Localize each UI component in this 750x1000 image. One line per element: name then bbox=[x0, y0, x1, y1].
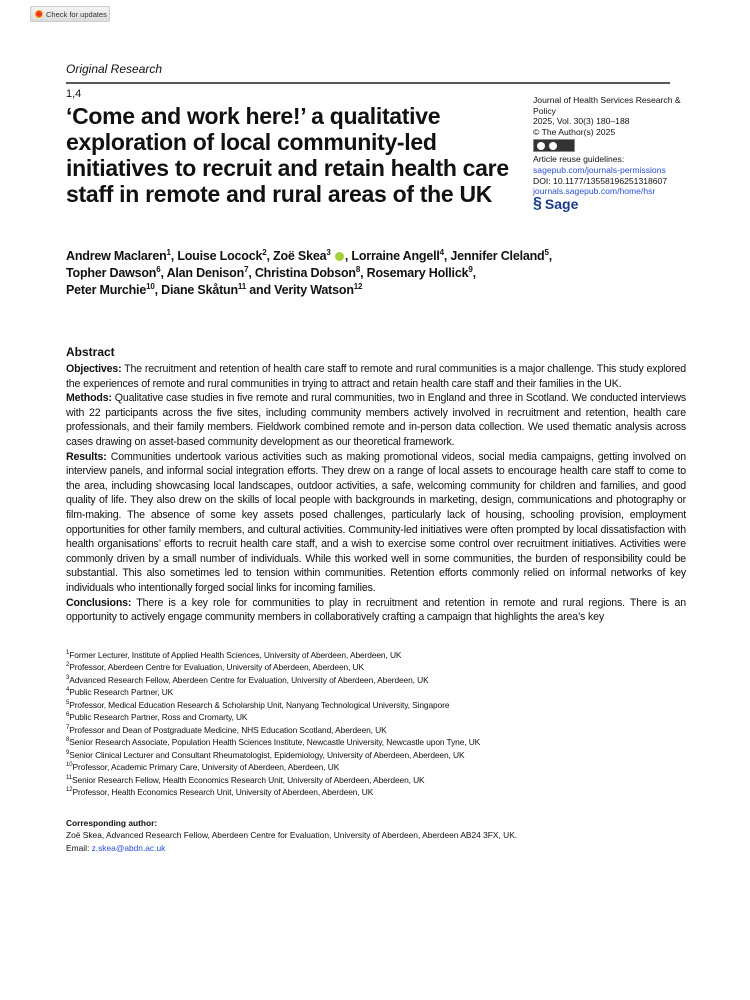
author: Verity Watson bbox=[274, 283, 354, 297]
affiliation-number: 11 bbox=[66, 774, 73, 781]
affiliation-number: 8 bbox=[66, 737, 70, 744]
affiliation-text: Senior Clinical Lecturer and Consultant Rheumatologist, Epidemiology, University of Aberdeen, Aberdeen, UK bbox=[69, 749, 465, 760]
author: Louise Locock bbox=[177, 249, 263, 263]
author-affiliation-number: 2 bbox=[262, 247, 267, 257]
affiliation bbox=[66, 674, 686, 687]
publisher-name: Sage bbox=[544, 195, 579, 212]
check-for-updates-label: Check for updates bbox=[46, 9, 107, 19]
email-label: Email: bbox=[66, 842, 92, 853]
author: Zoë Skea bbox=[273, 249, 327, 263]
author-affiliation-number: 6 bbox=[156, 264, 161, 274]
affiliation-number: 12 bbox=[66, 787, 73, 794]
abstract-section bbox=[66, 596, 686, 625]
author: Peter Murchie bbox=[66, 283, 147, 297]
author-affiliation-number: 8 bbox=[355, 264, 361, 274]
author: Andrew Maclaren bbox=[66, 249, 167, 263]
author: Jennifer Cleland bbox=[450, 249, 545, 263]
cc-by-icon[interactable] bbox=[533, 139, 575, 152]
affiliation-text: Public Research Partner, UK bbox=[69, 687, 174, 698]
affiliation-text: Senior Research Associate, Population Health Sciences Institute, Newcastle University, Newcastle upon Tyne, UK bbox=[69, 737, 481, 748]
affiliation bbox=[66, 774, 686, 787]
orcid-icon[interactable] bbox=[335, 252, 344, 261]
abstract-section bbox=[66, 391, 686, 449]
reuse-link[interactable]: sagepub.com/journals-permissions bbox=[533, 164, 666, 175]
author-affiliation-number: 5 bbox=[544, 247, 549, 257]
author-affiliation-number: 7 bbox=[244, 264, 249, 274]
affiliation-number: 5 bbox=[66, 699, 70, 706]
abstract-section-label: Results: bbox=[66, 450, 107, 463]
journal-name: Journal of Health Services Research & Policy bbox=[533, 95, 681, 116]
author-affiliation-number: 12 bbox=[353, 281, 363, 291]
author-affiliation-number: 11 bbox=[237, 281, 246, 291]
crossmark-icon bbox=[35, 10, 43, 18]
abstract-section bbox=[66, 450, 686, 596]
sage-s-icon: § bbox=[533, 194, 542, 212]
affiliation-text: Professor and Dean of Postgraduate Medicine, NHS Education Scotland, Aberdeen, UK bbox=[69, 724, 387, 735]
header-rule bbox=[66, 82, 670, 84]
abstract-section-text: Communities undertook various activities such as making promotional videos, social media campaigns, getting involved on interview panels, and informal social integration efforts. They drew on a range of local assets to encourage health care staff to come to the area, including showcasing local landscapes, outdoor activities, a safe, welcoming community for children and families, and good quality of life. They also drew on the skills of local people with backgrounds in marketing, design, communications and photography or film-making. The absence of some key assets posed challenges, particularly lack of housing, schooling provision, employment opportunities for other family members, and cultural activities. Community-led initiatives were often prompted by local dissatisfaction with health organisations’ efforts to recruit health care staff, and a wish to exercise some control over recruitment initiatives. Activities were commonly driven by a small number of individuals. While this worked well in some communities, the burden of responsibility could be substantial. This also sometimes led to tension within communities. Retention efforts commonly relied on informal networks of key individuals who intentionally forged social links for incoming families. bbox=[66, 450, 686, 594]
author-affiliation-number: 10 bbox=[146, 281, 155, 291]
affiliations bbox=[66, 649, 686, 799]
affiliation-text: Professor, Medical Education Research & Scholarship Unit, Nanyang Technological University, Singapore bbox=[69, 699, 450, 710]
affiliation bbox=[66, 786, 686, 799]
abstract-section bbox=[66, 362, 686, 391]
corresponding-heading: Corresponding author: bbox=[66, 817, 158, 828]
sage-logo bbox=[533, 194, 683, 212]
affiliation bbox=[66, 711, 686, 724]
abstract-section-label: Conclusions: bbox=[66, 596, 132, 609]
corresponding-text: Zoë Skea, Advanced Research Fellow, Aberdeen Centre for Evaluation, University of Aberdeen, Aberdeen AB24 3FX, UK. bbox=[66, 830, 518, 841]
affiliation-text: Advanced Research Fellow, Aberdeen Centre for Evaluation, University of Aberdeen, Aberdeen, UK bbox=[69, 674, 429, 685]
abstract-section-text: The recruitment and retention of health care staff to remote and rural communities is a major challenge. This study explored the experiences of remote and rural communities in trying to attract and retain health care staff and their families in the UK. bbox=[66, 363, 686, 390]
affiliation-text: Public Research Partner, Ross and Cromarty, UK bbox=[69, 712, 248, 723]
affiliation-text: Senior Research Fellow, Health Economics Research Unit, University of Aberdeen, Aberdeen, UK bbox=[72, 774, 425, 785]
affiliation-number: 7 bbox=[66, 724, 70, 731]
affiliation-number: 2 bbox=[66, 662, 70, 669]
affiliation bbox=[66, 686, 686, 699]
author-affiliation-number: 9 bbox=[468, 264, 473, 274]
affiliation bbox=[66, 699, 686, 712]
author: Alan Denison bbox=[166, 266, 245, 280]
abstract-section-label: Methods: bbox=[66, 392, 112, 405]
journal-link[interactable]: journals.sagepub.com/home/hsr bbox=[533, 186, 656, 197]
affiliation bbox=[66, 724, 686, 737]
affiliation-number: 4 bbox=[66, 687, 70, 694]
affiliation bbox=[66, 761, 686, 774]
affiliation-text: Professor, Academic Primary Care, University of Aberdeen, Aberdeen, UK bbox=[72, 762, 340, 773]
affiliation-number: 10 bbox=[66, 762, 73, 769]
author: Diane Skåtun bbox=[161, 283, 238, 297]
journal-info bbox=[533, 95, 683, 212]
affiliation-number: 1 bbox=[66, 649, 70, 656]
affiliation-number: 9 bbox=[66, 749, 70, 756]
affiliation-number: 6 bbox=[66, 712, 70, 719]
copyright: © The Author(s) 2025 bbox=[533, 126, 616, 137]
email-link[interactable]: z.skea@abdn.ac.uk bbox=[91, 842, 166, 853]
author-list: Andrew Maclaren$^1$, Louise Locock$^2$, Zoë Skea$^3$ , Lorraine Angell$^4$, Jennifer Cleland$^5$, Topher Dawson$^6$, Alan Denison$^7$, Christina Dobson$^8$, Rosemary Hollick$^9$, Peter Murchie$^{10}$, Diane Skåtun$^{11}$ and Verity Watson$^{12}$ bbox=[66, 247, 553, 297]
journal-volume: 2025, Vol. 30(3) 180–188 bbox=[533, 116, 630, 127]
article-title: ‘Come and work here!’ a qualitative exploration of local community-led initiatives to recruit and retain health care staff in remote and rural areas of the UK bbox=[66, 103, 509, 207]
corresponding-author bbox=[66, 817, 686, 875]
author: Christina Dobson bbox=[254, 266, 356, 280]
section-label: Original Research bbox=[66, 62, 163, 76]
abstract-section-label: Objectives: bbox=[66, 363, 122, 375]
abstract-body bbox=[66, 362, 686, 625]
author-affiliation-number: 4 bbox=[439, 247, 444, 257]
affiliation bbox=[66, 749, 686, 762]
affiliation bbox=[66, 661, 686, 674]
check-for-updates-button[interactable] bbox=[30, 6, 110, 22]
author: Topher Dawson bbox=[66, 266, 157, 280]
author-affiliation-number: 3 bbox=[326, 247, 331, 257]
title-superscript: 1,4 bbox=[66, 88, 82, 100]
reuse-label: Article reuse guidelines: bbox=[533, 154, 625, 165]
abstract-heading: Abstract bbox=[66, 345, 115, 359]
abstract-section-text: There is a key role for communities to play in recruitment and retention in remote and rural regions. There is an opportunity to actively engage community members in collaboratively crafting a campaign that highlights the area’s key bbox=[66, 596, 686, 624]
affiliation-text: Professor, Health Economics Research Unit, University of Aberdeen, Aberdeen, UK bbox=[72, 787, 374, 798]
affiliation-text: Former Lecturer, Institute of Applied Health Sciences, University of Aberdeen, Aberdeen, UK bbox=[69, 649, 402, 660]
author: Lorraine Angell bbox=[351, 249, 440, 263]
doi: DOI: 10.1177/13558196251318607 bbox=[533, 175, 668, 186]
abstract-section-text: Qualitative case studies in five remote and rural communities, two in England and three in Scotland. We conducted interviews with 22 participants across the five sites, including community members actively involved in recruitment and retention, health care professionals, and their family members. Fieldwork combined remote and in-person data collection. We used thematic analysis across cases drawing on asset-based community development as our theoretical framework. bbox=[66, 392, 686, 448]
affiliation bbox=[66, 649, 686, 662]
author-affiliation-number: 1 bbox=[166, 247, 171, 257]
affiliation-text: Professor, Aberdeen Centre for Evaluation, University of Aberdeen, Aberdeen, UK bbox=[69, 662, 364, 673]
affiliation bbox=[66, 736, 686, 749]
affiliation-number: 3 bbox=[66, 674, 70, 681]
main-column bbox=[66, 248, 706, 874]
author: Rosemary Hollick bbox=[366, 266, 469, 280]
title-block bbox=[66, 88, 521, 207]
